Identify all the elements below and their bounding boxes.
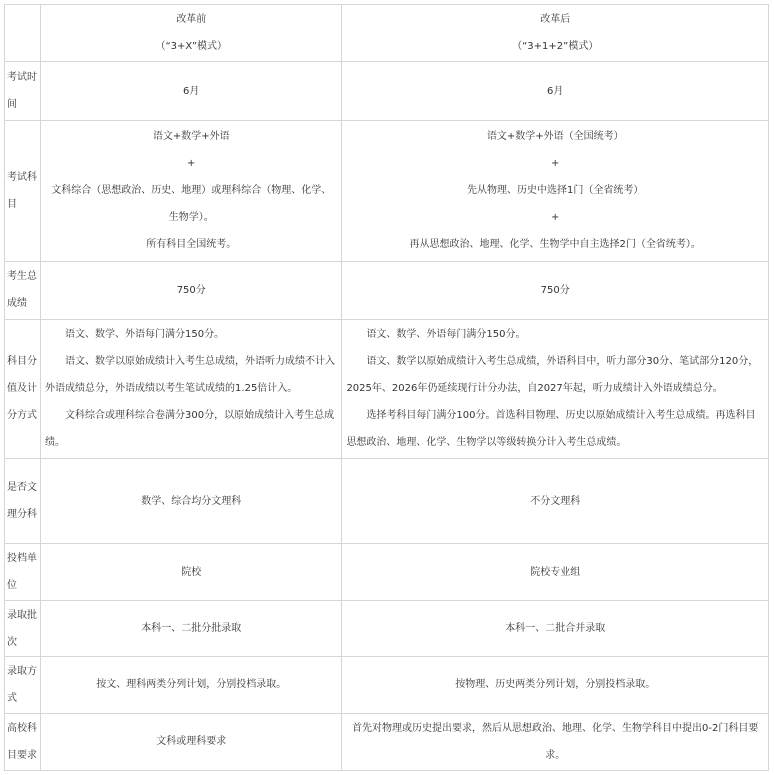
before-cell	[41, 713, 342, 770]
row-admission-method	[5, 657, 769, 713]
before-cell	[41, 544, 342, 600]
cell-text: 文科综合或理科综合卷满分300分，以原始成绩计入考生总成绩。	[45, 410, 335, 449]
corner-cell	[5, 5, 41, 62]
row-total-score	[5, 261, 769, 319]
row-exam-time	[5, 62, 769, 120]
after-cell	[342, 261, 769, 319]
row-label: 科目分值及计分方式	[5, 320, 41, 459]
before-cell	[41, 320, 342, 459]
cell-text: 语文、数学以原始成绩计入考生总成绩，外语科目中，听力部分30分、笔试部分120分，2025年、2026年仍延续现行计分办法，自2027年起，听力成绩计入外语成绩总分。	[346, 356, 759, 395]
cell-text: 按物理、历史两类分列计划，分别投档录取。	[455, 679, 656, 691]
row-label: 是否文理分科	[5, 458, 41, 544]
header-row	[5, 5, 769, 62]
cell-text: 语文、数学、外语每门满分150分。	[366, 329, 526, 341]
header-after-title: 改革后	[540, 14, 571, 26]
after-cell	[342, 62, 769, 120]
row-filing-unit	[5, 544, 769, 600]
header-before	[41, 5, 342, 62]
cell-text: 语文+数学+外语	[152, 131, 230, 143]
before-cell	[41, 657, 342, 713]
cell-text: 语文、数学以原始成绩计入考生总成绩，外语听力成绩不计入外语成绩总分，外语成绩以考生笔试成绩的1.25倍计入。	[45, 356, 336, 395]
row-label: 高校科目要求	[5, 713, 41, 770]
before-cell	[41, 62, 342, 120]
cell-text: 文科或理科要求	[156, 736, 227, 748]
cell-text: 本科一、二批合并录取	[505, 623, 606, 634]
before-cell	[41, 600, 342, 656]
after-cell	[342, 657, 769, 713]
cell-text: 再从思想政治、地理、化学、生物学中自主选择2门（全省统考）。	[409, 239, 701, 251]
header-before-mode: （“3+X”模式）	[155, 41, 228, 53]
cell-text: 所有科目全国统考。	[146, 239, 237, 251]
row-label: 考试科目	[5, 120, 41, 261]
row-label: 考试时间	[5, 62, 41, 120]
row-university-requirements	[5, 713, 769, 770]
header-before-title: 改革前	[176, 14, 207, 26]
after-cell	[342, 600, 769, 656]
after-cell	[342, 120, 769, 261]
cell-text: 6月	[547, 85, 564, 97]
row-admission-batch	[5, 600, 769, 656]
after-cell	[342, 458, 769, 544]
cell-text: 不分文理科	[530, 495, 581, 507]
cell-text: 选择考科目每门满分100分。首选科目物理、历史以原始成绩计入考生总成绩。再选科目思想政治、地理、化学、生物学以等级转换分计入考生总成绩。	[346, 410, 756, 449]
row-arts-science	[5, 458, 769, 544]
cell-text: +	[551, 212, 560, 224]
cell-text: 按文、理科两类分列计划，分别投档录取。	[96, 679, 287, 691]
before-cell	[41, 120, 342, 261]
header-after	[342, 5, 769, 62]
row-exam-subjects	[5, 120, 769, 261]
cell-text: 本科一、二批分批录取	[141, 623, 242, 634]
cell-text: 文科综合（思想政治、历史、地理）或理科综合（物理、化学、生物学）。	[51, 185, 332, 224]
before-cell	[41, 261, 342, 319]
row-label: 投档单位	[5, 544, 41, 600]
after-cell	[342, 544, 769, 600]
cell-text: 6月	[183, 85, 200, 97]
row-label: 考生总成绩	[5, 261, 41, 319]
cell-text: 院校专业组	[530, 566, 581, 578]
reform-comparison-table	[4, 4, 769, 771]
cell-text: 院校	[181, 566, 202, 578]
cell-text: 首先对物理或历史提出要求，然后从思想政治、地理、化学、生物学科目中提出0-2门科目要求。	[352, 722, 759, 761]
before-cell	[41, 458, 342, 544]
row-label: 录取批次	[5, 600, 41, 656]
row-scoring	[5, 320, 769, 459]
cell-text: 语文、数学、外语每门满分150分。	[65, 329, 225, 341]
cell-text: +	[187, 158, 196, 170]
row-label: 录取方式	[5, 657, 41, 713]
cell-text: 语文+数学+外语（全国统考）	[486, 131, 624, 143]
cell-text: 750分	[540, 284, 570, 296]
cell-text: 数学、综合均分文理科	[141, 495, 242, 507]
after-cell	[342, 320, 769, 459]
header-after-mode: （“3+1+2”模式）	[512, 41, 599, 53]
cell-text: +	[551, 158, 560, 170]
cell-text: 750分	[176, 284, 206, 296]
after-cell	[342, 713, 769, 770]
cell-text: 先从物理、历史中选择1门（全省统考）	[467, 185, 644, 197]
